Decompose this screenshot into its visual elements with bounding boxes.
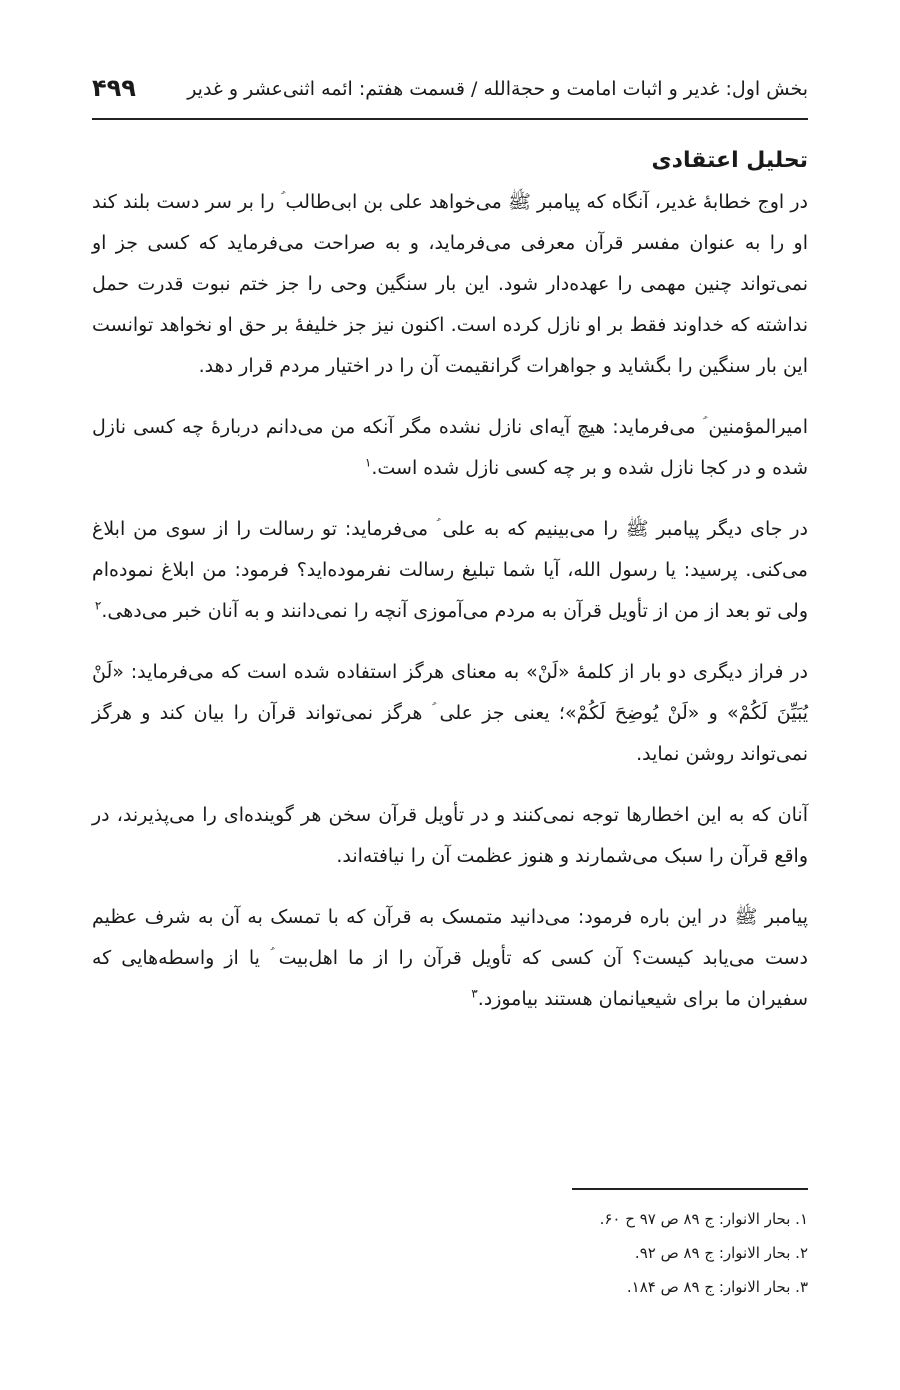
paragraph-text: پیامبر ﷺ در این باره فرمود: می‌دانید متمسک به قرآن که با تمسک به آن به شرف عظیم دست می‌یابد کیست؟ آن کسی که تأویل قرآن را از ما اهل‌بیت ؑ یا از واسطه‌هایی که سفیران ما برای شیعیانمان هستند بیاموزد.	[92, 906, 808, 1010]
footnote-marker: ۲	[94, 598, 102, 613]
paragraph	[92, 407, 808, 489]
paragraph	[92, 652, 808, 775]
book-page	[92, 0, 808, 1390]
footnotes	[92, 1202, 808, 1304]
footnote: ۲. بحار الانوار: ج ۸۹ ص ۹۲.	[634, 1244, 808, 1262]
footnote-marker: ۱	[364, 455, 372, 470]
footnote: ۱. بحار الانوار: ج ۸۹ ص ۹۷ ح ۶۰.	[599, 1210, 808, 1228]
footnote: ۳. بحار الانوار: ج ۸۹ ص ۱۸۴.	[626, 1278, 808, 1296]
running-header	[92, 74, 808, 114]
footnote-marker: ۳	[471, 986, 478, 1001]
paragraph-text: در جای دیگر پیامبر ﷺ را می‌بینیم که به علی ؑ می‌فرماید: تو رسالت را از سوی من ابلاغ می‌کنی. پرسید: یا رسول الله، آیا شما تبلیغ رسالت نفرموده‌اید؟ فرمود: من ابلاغ نموده‌ام ولی تو بعد از من از تأویل قرآن به مردم می‌آموزی آنچه را نمی‌دانند و به آنان خبر می‌دهی.	[92, 518, 808, 622]
running-title: بخش اول: غدیر و اثبات امامت و حجةالله / قسمت هفتم: ائمه اثنی‌عشر و غدیر	[187, 78, 808, 100]
page-number: ۴۹۹	[92, 74, 136, 102]
paragraph	[92, 182, 808, 387]
body-text	[92, 182, 808, 1040]
header-rule	[92, 118, 808, 120]
paragraph	[92, 509, 808, 632]
paragraph	[92, 795, 808, 877]
section-title: تحلیل اعتقادی	[651, 148, 808, 173]
paragraph-text: در اوج خطابهٔ غدیر، آنگاه که پیامبر ﷺ می‌خواهد علی بن ابی‌طالب ؑ را بر سر دست بلند کند او را به عنوان مفسر قرآن معرفی می‌فرماید، و به صراحت می‌فرماید که کسی جز او نمی‌تواند چنین مهمی را عهده‌دار شود. این بار سنگین وحی را جز ختم نبوت قدرت حمل نداشته که خداوند فقط بر او نازل کرده است. اکنون نیز جز خلیفهٔ بر حق او نخواهد توانست این بار سنگین را بگشاید و جواهرات گرانقیمت آن را در اختیار مردم قرار دهد.	[92, 191, 808, 377]
paragraph	[92, 897, 808, 1020]
paragraph-text: آنان که به این اخطارها توجه نمی‌کنند و در تأویل قرآن سخن هر گوینده‌ای را می‌پذیرند، در واقع قرآن را سبک می‌شمارند و هنوز عظمت آن را نیافته‌اند.	[92, 804, 808, 867]
footnote-rule	[572, 1188, 808, 1190]
paragraph-text: امیرالمؤمنین ؑ می‌فرماید: هیچ آیه‌ای نازل نشده مگر آنکه من می‌دانم دربارهٔ چه کسی نازل شده و در کجا نازل شده و بر چه کسی نازل شده است.	[92, 416, 808, 479]
paragraph-text: در فراز دیگری دو بار از کلمهٔ «لَنْ» به معنای هرگز استفاده شده است که می‌فرماید: «لَنْ یُبَیِّنَ لَکُمْ» و «لَنْ یُوضِحَ لَکُمْ»؛ یعنی جز علی ؑ هرگز نمی‌تواند قرآن را بیان کند و هرگز نمی‌تواند روشن نماید.	[92, 661, 808, 765]
